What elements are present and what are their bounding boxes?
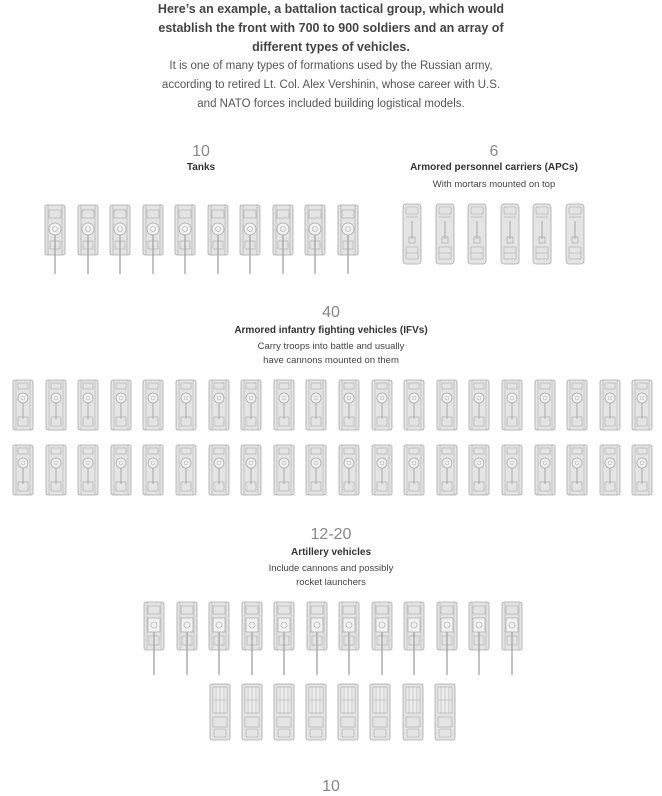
- apc-icon: [402, 203, 422, 265]
- ifv-icon: [599, 379, 621, 431]
- intro-text: [0, 0, 662, 114]
- ifv-icon: [371, 379, 393, 431]
- artillery-cannon-icon: [403, 600, 425, 676]
- ifv-icon: [77, 444, 99, 496]
- ifv-icon: [566, 444, 588, 496]
- ifv-icon: [142, 444, 164, 496]
- artillery-cannon-icon: [241, 600, 263, 676]
- tanks-count: 10: [192, 143, 210, 160]
- ifvs-description-2: have cannons mounted on them: [263, 355, 399, 366]
- ifv-icon: [12, 444, 34, 496]
- artillery-rocket-icon: [369, 683, 391, 741]
- ifv-icon: [273, 444, 295, 496]
- artillery-cannon-icon: [338, 600, 360, 676]
- apc-icon: [565, 203, 585, 265]
- ifv-icon: [338, 444, 360, 496]
- artillery-cannon-icon: [468, 600, 490, 676]
- ifv-icon: [436, 379, 458, 431]
- ifv-icon: [77, 379, 99, 431]
- ifv-icon: [468, 379, 490, 431]
- ifv-icon: [142, 379, 164, 431]
- ifv-icon: [45, 444, 67, 496]
- apc-icon: [435, 203, 455, 265]
- intro-line-1: It is one of many types of formations used by the Russian army,: [169, 60, 493, 72]
- apcs-count: 6: [489, 143, 499, 160]
- ifv-icon: [338, 379, 360, 431]
- tank-icon: [207, 203, 229, 275]
- tanks-title: Tanks: [186, 162, 216, 173]
- ifv-icon: [175, 379, 197, 431]
- artillery-rocket-icon: [241, 683, 263, 741]
- tank-icon: [304, 203, 326, 275]
- apcs-description: With mortars mounted on top: [432, 179, 556, 190]
- ifv-icon: [110, 379, 132, 431]
- artillery-cannon-icon: [273, 600, 295, 676]
- ifv-icon: [534, 444, 556, 496]
- ifvs-row-2: [12, 444, 653, 496]
- ifvs-header: [181, 304, 481, 368]
- ifv-icon: [208, 444, 230, 496]
- ifv-icon: [371, 444, 393, 496]
- ifvs-count: 40: [322, 304, 340, 321]
- apcs-title: Armored personnel carriers (APCs): [410, 162, 578, 173]
- artillery-rocket-icon: [337, 683, 359, 741]
- tank-icon: [109, 203, 131, 275]
- apc-icon: [467, 203, 487, 265]
- intro-line-3: and NATO forces included building logistical models.: [197, 98, 465, 110]
- ifv-icon: [208, 379, 230, 431]
- ifv-icon: [599, 444, 621, 496]
- next-section-header: [281, 778, 381, 796]
- artillery-cannon-row: [143, 600, 523, 676]
- artillery-rocket-icon: [434, 683, 456, 741]
- artillery-count: 12-20: [310, 526, 352, 543]
- ifv-icon: [240, 379, 262, 431]
- apc-icon: [532, 203, 552, 265]
- ifv-icon: [566, 379, 588, 431]
- artillery-header: [181, 526, 481, 590]
- ifv-icon: [631, 379, 653, 431]
- artillery-rocket-icon: [305, 683, 327, 741]
- artillery-cannon-icon: [501, 600, 523, 676]
- ifv-icon: [305, 379, 327, 431]
- ifvs-description-1: Carry troops into battle and usually: [257, 341, 405, 352]
- ifv-icon: [240, 444, 262, 496]
- tanks-header: [101, 143, 301, 175]
- artillery-cannon-icon: [143, 600, 165, 676]
- ifv-icon: [273, 379, 295, 431]
- ifv-icon: [501, 379, 523, 431]
- ifv-icon: [12, 379, 34, 431]
- ifvs-title: Armored infantry fighting vehicles (IFVs): [234, 325, 428, 336]
- next-section-count: 10: [322, 778, 340, 795]
- ifv-icon: [45, 379, 67, 431]
- artillery-cannon-icon: [176, 600, 198, 676]
- intro-bold-line-2: establish the front with 700 to 900 soldiers and an array of: [158, 21, 504, 35]
- ifv-icon: [631, 444, 653, 496]
- ifv-icon: [403, 379, 425, 431]
- artillery-rocket-icon: [273, 683, 295, 741]
- ifv-icon: [175, 444, 197, 496]
- artillery-title: Artillery vehicles: [290, 547, 372, 558]
- ifv-icon: [436, 444, 458, 496]
- apcs-row: [402, 203, 585, 265]
- ifv-icon: [110, 444, 132, 496]
- intro-bold-line-3: different types of vehicles.: [252, 40, 410, 54]
- tank-icon: [77, 203, 99, 275]
- tank-icon: [337, 203, 359, 275]
- apcs-header: [374, 143, 614, 192]
- tank-icon: [272, 203, 294, 275]
- intro-line-2: according to retired Lt. Col. Alex Vershinin, whose career with U.S.: [161, 79, 501, 91]
- ifvs-row-1: [12, 379, 653, 431]
- artillery-description-2: rocket launchers: [296, 577, 366, 588]
- artillery-cannon-icon: [306, 600, 328, 676]
- artillery-rocket-icon: [209, 683, 231, 741]
- artillery-cannon-icon: [371, 600, 393, 676]
- ifv-icon: [534, 379, 556, 431]
- artillery-cannon-icon: [208, 600, 230, 676]
- artillery-rocket-row: [209, 683, 456, 741]
- tank-icon: [174, 203, 196, 275]
- tank-icon: [239, 203, 261, 275]
- tank-icon: [44, 203, 66, 275]
- ifv-icon: [468, 444, 490, 496]
- artillery-rocket-icon: [402, 683, 424, 741]
- apc-icon: [500, 203, 520, 265]
- intro-bold-line-1: Here’s an example, a battalion tactical group, which would: [157, 2, 505, 16]
- ifv-icon: [305, 444, 327, 496]
- artillery-cannon-icon: [436, 600, 458, 676]
- tank-icon: [142, 203, 164, 275]
- tanks-row: [44, 203, 359, 275]
- ifv-icon: [501, 444, 523, 496]
- artillery-description-1: Include cannons and possibly: [268, 563, 394, 574]
- ifv-icon: [403, 444, 425, 496]
